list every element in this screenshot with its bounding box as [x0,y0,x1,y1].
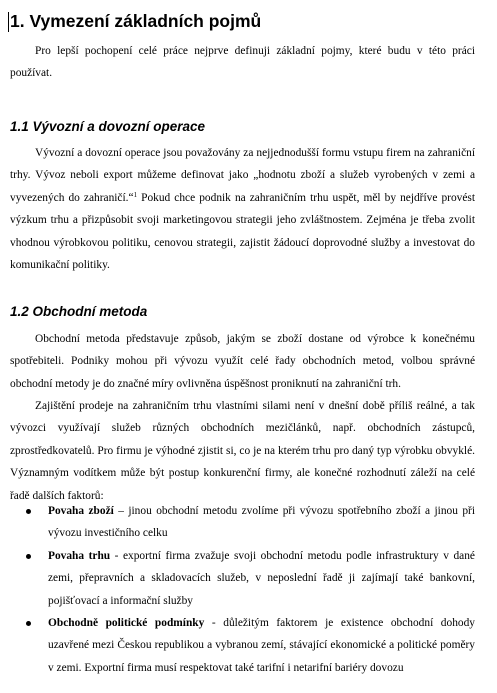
section-heading-1-1: 1.1 Vývozní a dovozní operace [10,119,206,134]
list-item-text: - důležitým faktorem je existence obchodní dohody uzavřené mezi Českou republikou a vybranou zemí, stávající ekonomické a politické poměry v zemi. Exportní firma musí respektovat také tarifní i netarifní bariéry dovozu [48,617,475,674]
section-1-1-paragraph [10,142,475,276]
list-item-text: – jinou obchodní metodu zvolíme při vývozu spotřebního zboží a jinou při vývozu investičního celku [48,505,475,540]
list-item-text: - exportní firma zvažuje svoji obchodní metodu podle infrastruktury v dané zemi, přepravních a skladovacích služeb, v neposlední řadě ji zajímají také bankovní, pojišťovací a informační služby [48,549,475,607]
factor-list [10,500,475,679]
list-item [10,612,475,679]
chapter-heading: 1. Vymezení základních pojmů [10,11,262,31]
bullet-icon [26,554,31,559]
section-1-2-paragraph-2: Zajištění prodeje na zahraničním trhu vlastními silami není v dnešní době příliš reálné, a tak vývozci využívají služeb různých obchodních mezičlánků, např. obchodních zástupců, zprostředkovatelů. Pro firmu je výhodné zjistit si, co je na kterém trhu pro daný typ výrobku obvyklé. Významným vodítkem může být postup konkurenční firmy, ale konečné rozhodnutí záleží na celé řadě dalších faktorů: [10,400,475,502]
list-item [10,545,475,612]
list-item [10,500,475,545]
intro-paragraph: Pro lepší pochopení celé práce nejprve definuji základní pojmy, které budu v této práci používat. [10,45,475,80]
section-1-1-text-start: Vývozní a dovozní operace jsou považovány za nejjednodušší formu vstupu firem na zahraniční trhy. Vývoz neboli export můžeme definovat jako „hodnotu zboží a služeb vyrobených v zemi a vyvezených do zahraničí.“ [10,147,475,204]
list-item-term: Povaha zboží [48,505,114,517]
bullet-icon [26,509,31,514]
footnote-reference[interactable]: 1 [133,190,138,199]
bullet-icon [26,621,31,626]
list-item-term: Povaha trhu [48,549,111,562]
list-item-term: Obchodně politické podmínky [48,617,205,630]
section-heading-1-2: 1.2 Obchodní metoda [10,304,148,319]
section-1-2-paragraph-1: Obchodní metoda představuje způsob, jakým se zboží dostane od výrobce k konečnému spotřebiteli. Podniky mohou při vývozu využít celé řady obchodních metod, volbou správné obchodní metody je do značné míry ovlivněna úspěšnost proniknutí na zahraniční trh. [10,333,475,390]
text-cursor [8,12,9,32]
section-1-1-text-end: Pokud chce podnik na zahraničním trhu uspět, měl by nejdříve provést výzkum trhu a přizpůsobit svoji marketingovou strategii jeho zvláštnostem. Zejména je třeba zvolit vhodnou výrobkovou politiku, cenovou strategii, zajistit žádoucí doprovodné služby a investovat do komunikační politiky. [10,191,475,272]
